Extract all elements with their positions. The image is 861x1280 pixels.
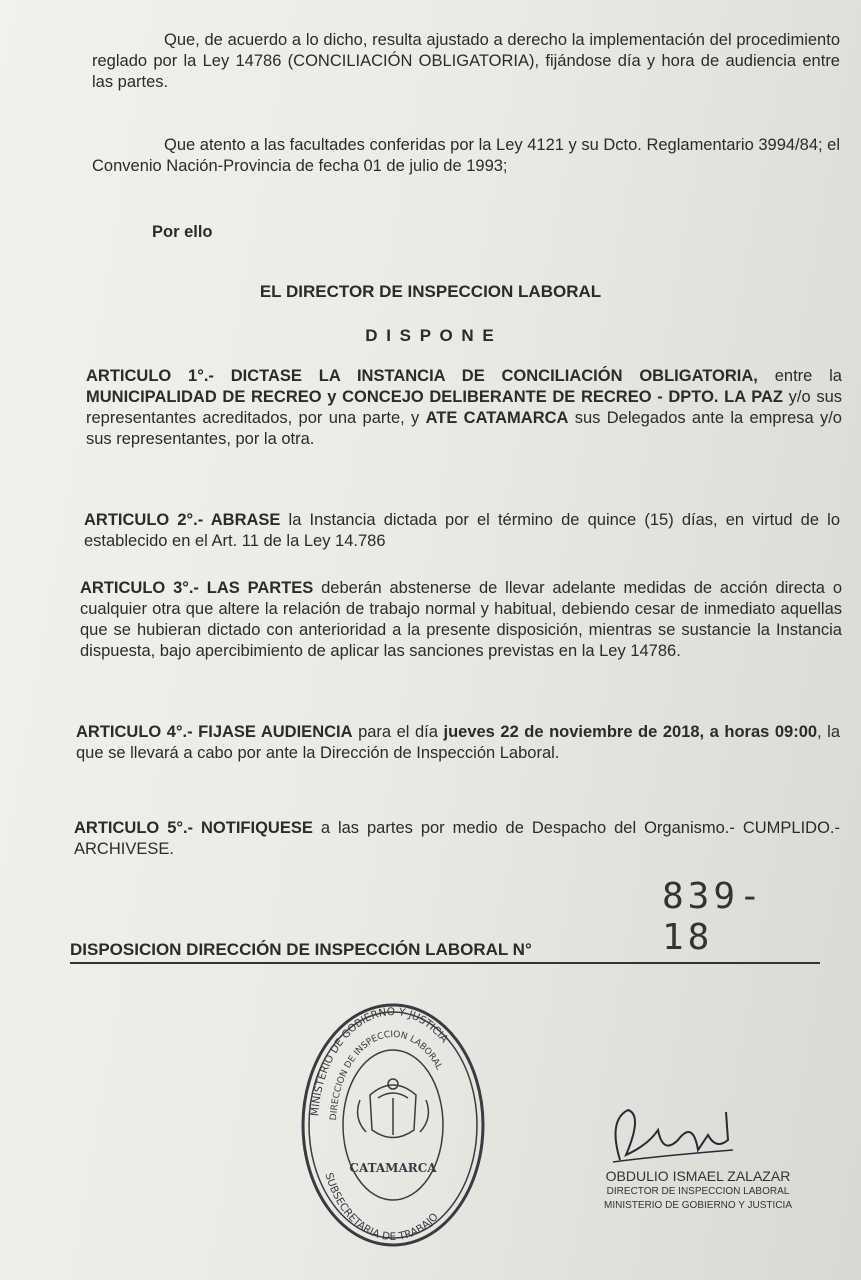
article-1-text-1: entre la xyxy=(757,367,842,385)
signer-ministry: MINISTERIO DE GOBIERNO Y JUSTICIA xyxy=(604,1200,792,1211)
article-1-union: ATE CATAMARCA xyxy=(425,409,569,427)
por-ello-label: Por ello xyxy=(152,223,213,241)
disposition-label: DISPOSICION DIRECCIÓN DE INSPECCIÓN LABORAL N° xyxy=(70,940,532,959)
seal-bottom-text: SUBSECRETARIA DE TRABAJO xyxy=(322,1171,441,1244)
signer-title: DIRECTOR DE INSPECCION LABORAL xyxy=(606,1186,790,1197)
disposition-line xyxy=(70,876,820,964)
seal-inner-text: DIRECCION DE INSPECCION LABORAL xyxy=(329,1029,444,1121)
signer-name: OBDULIO ISMAEL ZALAZAR xyxy=(605,1168,791,1184)
seal-center-text: CATAMARCA xyxy=(349,1161,437,1175)
article-4 xyxy=(76,722,840,764)
article-3 xyxy=(80,578,842,662)
article-1-text-3: sus Delegados ante la empresa y/o sus representantes, por la otra. xyxy=(86,409,842,448)
article-2-text: la Instancia dictada por el término de quince (15) días, en virtud de lo establecido en el Art. 11 de la Ley 14.786 xyxy=(84,511,840,550)
article-1-text-2: y/o sus representantes acreditados, por una parte, y xyxy=(86,388,842,427)
dispone-heading: D I S P O N E xyxy=(365,326,496,345)
coat-of-arms-icon xyxy=(358,1079,429,1138)
article-2 xyxy=(84,510,840,552)
article-1-parties: MUNICIPALIDAD DE RECREO y CONCEJO DELIBERANTE DE RECREO - DPTO. LA PAZ xyxy=(86,388,783,406)
article-1 xyxy=(86,366,842,450)
article-4-head: ARTICULO 4°.- FIJASE AUDIENCIA xyxy=(76,723,353,741)
article-4-date: jueves 22 de noviembre de 2018, a horas 09:00 xyxy=(443,723,818,741)
seal-outer-text: MINISTERIO DE GOBIERNO Y JUSTICIA xyxy=(309,1005,451,1117)
article-1-head: ARTICULO 1°.- DICTASE LA INSTANCIA DE CONCILIACIÓN OBLIGATORIA, xyxy=(86,367,758,385)
director-heading: EL DIRECTOR DE INSPECCION LABORAL xyxy=(259,282,602,301)
article-4-text-2: , la que se llevará a cabo por ante la Dirección de Inspección Laboral. xyxy=(76,723,841,762)
disposition-number: 839- 18 xyxy=(662,876,765,958)
article-5-text: a las partes por medio de Despacho del Organismo.- CUMPLIDO.- ARCHIVESE. xyxy=(74,819,840,858)
article-4-text-1: para el día xyxy=(352,723,444,741)
paragraph-procedure: Que, de acuerdo a lo dicho, resulta ajustado a derecho la implementación del procedimiento reglado por la Ley 14786 (CONCILIACIÓN OBLIGATORIA), fijándose día y hora de audiencia entre las partes. xyxy=(92,31,840,91)
paragraph-faculties: Que atento a las facultades conferidas por la Ley 4121 y su Dcto. Reglamentario 3994/84; el Convenio Nación-Provincia de fecha 01 de julio de 1993; xyxy=(92,136,841,175)
article-2-head: ARTICULO 2°.- ABRASE xyxy=(84,511,281,529)
article-5 xyxy=(74,818,840,860)
article-5-head: ARTICULO 5°.- NOTIFIQUESE xyxy=(74,819,313,837)
article-3-text: deberán abstenerse de llevar adelante medidas de acción directa o cualquier otra que altere la relación de trabajo normal y habitual, debiendo cesar de inmediato aquellas que se hubieran dictado con anterioridad a la presente disposición, mientras se sustancie la Instancia dispuesta, bajo apercibimiento de aplicar las sanciones previstas en la Ley 14786. xyxy=(80,579,842,660)
article-3-head: ARTICULO 3°.- LAS PARTES xyxy=(80,579,314,597)
official-seal xyxy=(298,1000,488,1250)
